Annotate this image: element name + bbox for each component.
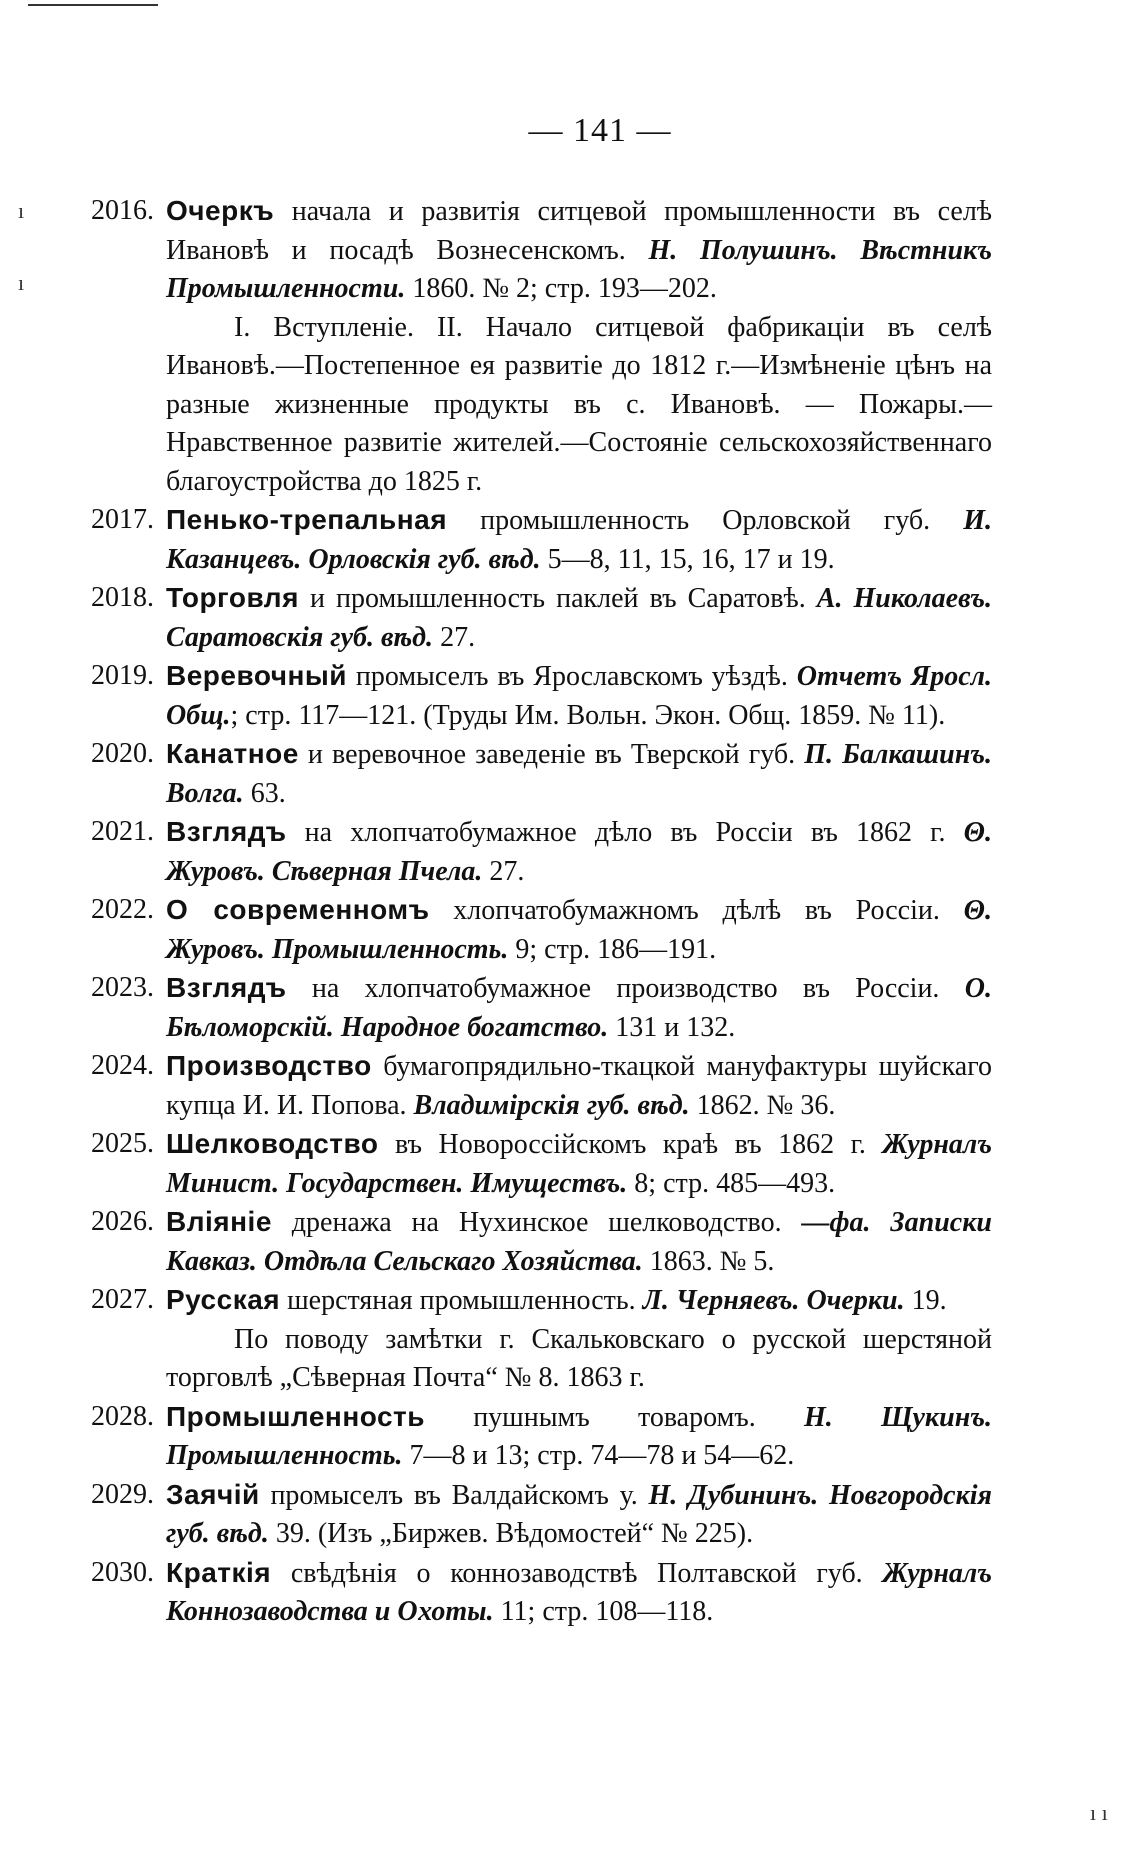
entry-headword: Шелководство (166, 1128, 379, 1159)
entry-headword: Канатное (166, 738, 299, 769)
entry-tail: 63. (243, 777, 286, 809)
bibliography-entry (72, 1047, 992, 1125)
top-rule (28, 4, 158, 6)
entry-body (166, 657, 992, 735)
entry-text: на хлопчатобумажное производство въ Россіи. (286, 973, 965, 1004)
entry-body (166, 813, 992, 891)
entry-source: А. Николаевъ. Саратовскія губ. вѣд. (166, 583, 992, 653)
margin-mark: ı (18, 270, 25, 295)
entry-body (166, 192, 992, 501)
entry-tail: 5—8, 11, 15, 16, 17 и 19. (540, 543, 835, 575)
entry-tail: 131 и 132. (608, 1011, 736, 1043)
entry-text: свѣдѣнія о коннозаводствѣ Полтавской губ. (271, 1557, 883, 1589)
entry-headword: Краткія (166, 1556, 272, 1588)
entry-number: 2017. (91, 504, 154, 535)
entry-source: П. Балкашинъ. Волга. (166, 739, 993, 809)
entry-number: 2025. (91, 1128, 154, 1159)
entry-number: 2018. (91, 582, 154, 613)
entry-body (166, 1125, 992, 1203)
entry-tail: 7—8 и 13; стр. 74—78 и 54—62. (402, 1440, 795, 1471)
bibliography-entry (72, 969, 992, 1047)
entry-body (166, 1203, 992, 1281)
entry-number: 2016. (91, 195, 154, 226)
entry-number: 2021. (91, 816, 154, 847)
entry-text: шерстяная промышленность. (280, 1285, 643, 1316)
entry-number: 2019. (91, 660, 154, 691)
entry-text: промышленность Орловской губ. (447, 505, 964, 536)
entry-source: И. Казанцевъ. Орловскія губ. вѣд. (166, 505, 992, 575)
entry-tail: 27. (482, 855, 525, 887)
entry-source: Θ. Журовъ. Промышленность. (166, 895, 992, 965)
entry-tail: 9; стр. 186—191. (508, 933, 717, 965)
entry-tail: 1860. № 2; стр. 193—202. (405, 273, 717, 304)
entry-headword: Очеркъ (166, 195, 275, 226)
entry-tail: ; стр. 117—121. (Труды Им. Вольн. Экон. Общ. 1859. № 11). (230, 699, 946, 731)
bibliography-entry (72, 657, 992, 735)
entry-tail: 39. (Изъ „Биржев. Вѣдомостей“ № 225). (268, 1518, 754, 1549)
bibliography-entry (72, 192, 992, 501)
entry-source: Владимірскія губ. вѣд. (413, 1089, 690, 1121)
entry-number: 2027. (91, 1284, 154, 1315)
entry-source: О. Бѣломорскій. Народное богатство. (166, 973, 992, 1043)
entry-headword: Вліяніе (166, 1206, 272, 1237)
entry-body (166, 1554, 992, 1632)
entry-source: Л. Черняевъ. Очерки. (642, 1285, 905, 1316)
bibliography-entry (72, 813, 992, 891)
entry-text: пушнымъ товаромъ. (424, 1401, 804, 1433)
entry-body (166, 501, 992, 579)
entry-body (166, 891, 992, 969)
bibliography-list (72, 192, 992, 1632)
entry-source: Н. Полушинъ. Вѣстникъ Промышленности. (166, 234, 992, 304)
entry-headword: Веревочный (166, 660, 348, 691)
entry-text: и веревочное заведеніе въ Тверской губ. (298, 739, 805, 770)
bibliography-entry (72, 579, 992, 657)
bibliography-entry (72, 891, 992, 969)
entry-headword: Промышленность (166, 1400, 425, 1432)
entry-source: Н. Щукинъ. Промышленность. (166, 1401, 992, 1471)
entry-headword: Торговля (166, 582, 299, 613)
entry-body (166, 735, 992, 813)
entry-number: 2022. (91, 894, 154, 925)
entry-text: начала и развитія ситцевой промышленности въ селѣ Ивановѣ и посадѣ Вознесенскомъ. (166, 196, 992, 266)
entry-body (166, 1281, 992, 1398)
entry-headword: Взглядъ (166, 816, 287, 847)
entry-tail: 1863. № 5. (642, 1245, 775, 1277)
entry-text: промыселъ въ Валдайскомъ у. (259, 1479, 649, 1511)
entry-headword: Пенько-трепальная (166, 504, 448, 535)
entry-tail: 1862. № 36. (689, 1089, 836, 1121)
entry-tail: 8; стр. 485—493. (627, 1167, 836, 1199)
entry-source: —фа. Записки Кавказ. Отдѣла Сельскаго Хозяйства. (166, 1207, 992, 1277)
bibliography-entry (72, 1476, 992, 1554)
entry-source: Н. Дубининъ. Новгородскія губ. вѣд. (166, 1479, 992, 1549)
bibliography-entry (72, 735, 992, 813)
entry-number: 2029. (91, 1478, 154, 1510)
entry-body (166, 579, 992, 657)
entry-text: бумагопрядильно-ткацкой мануфактуры шуйскаго купца И. И. Попова. (166, 1051, 992, 1121)
bibliography-entry (72, 1203, 992, 1281)
entry-number: 2020. (91, 738, 154, 769)
entry-tail: 27. (433, 621, 476, 653)
entry-headword: Производство (166, 1050, 372, 1081)
entry-headword: Русская (166, 1284, 281, 1315)
entry-headword: О современномъ (166, 894, 430, 925)
entry-tail: 19. (904, 1285, 947, 1316)
entry-number: 2024. (91, 1050, 154, 1081)
entry-number: 2026. (91, 1206, 154, 1237)
entry-headword: Заячій (166, 1478, 260, 1510)
entry-source: Журналъ Минист. Государствен. Имуществъ. (166, 1129, 992, 1199)
entry-number: 2023. (91, 972, 154, 1003)
entry-note: По поводу замѣтки г. Скальковскаго о русской шерстяной торговлѣ „Сѣверная Почта“ № 8. 1863 г. (166, 1323, 992, 1393)
entry-text: хлопчатобумажномъ дѣлѣ въ Россіи. (429, 895, 964, 926)
entry-text: промыселъ въ Ярославскомъ уѣздѣ. (347, 661, 797, 692)
entry-body (166, 969, 992, 1047)
entry-text: и промышленность паклей въ Саратовѣ. (298, 583, 817, 614)
margin-mark: ı ı (1090, 1800, 1108, 1825)
entry-text: на хлопчатобумажное дѣло въ Россіи въ 1862 г. (286, 817, 964, 848)
bibliography-entry (72, 1125, 992, 1203)
entry-body (166, 1398, 992, 1476)
entry-headword: Взглядъ (166, 972, 287, 1003)
entry-body (166, 1476, 992, 1554)
bibliography-entry (72, 1281, 992, 1398)
bibliography-entry (72, 1554, 992, 1632)
entry-text: дренажа на Нухинское шелководство. (271, 1207, 802, 1238)
entry-number: 2030. (91, 1556, 154, 1588)
page-number: — 141 — (528, 112, 672, 149)
entry-note: I. Вступленіе. II. Начало ситцевой фабрикаціи въ селѣ Ивановѣ.—Постепенное ея развитіе до 1812 г.—Измѣненіе цѣнъ на разные жизненные продукты въ с. Ивановѣ. — Пожары.—Нравственное развитіе жителей.—Состояніе сельскохозяйственнаго благоустройства до 1825 г. (166, 311, 992, 497)
entry-body (166, 1047, 992, 1125)
entry-source: Журналъ Коннозаводства и Охоты. (166, 1557, 992, 1627)
entry-source: Отчетъ Яросл. Общ. (166, 661, 992, 731)
margin-mark: ı (18, 198, 25, 223)
bibliography-entry (72, 501, 992, 579)
entry-source: Θ. Журовъ. Сѣверная Пчела. (166, 817, 992, 887)
entry-number: 2028. (91, 1400, 154, 1432)
bibliography-entry (72, 1398, 992, 1476)
entry-tail: 11; стр. 108—118. (493, 1596, 714, 1627)
entry-text: въ Новороссійскомъ краѣ въ 1862 г. (378, 1129, 883, 1160)
